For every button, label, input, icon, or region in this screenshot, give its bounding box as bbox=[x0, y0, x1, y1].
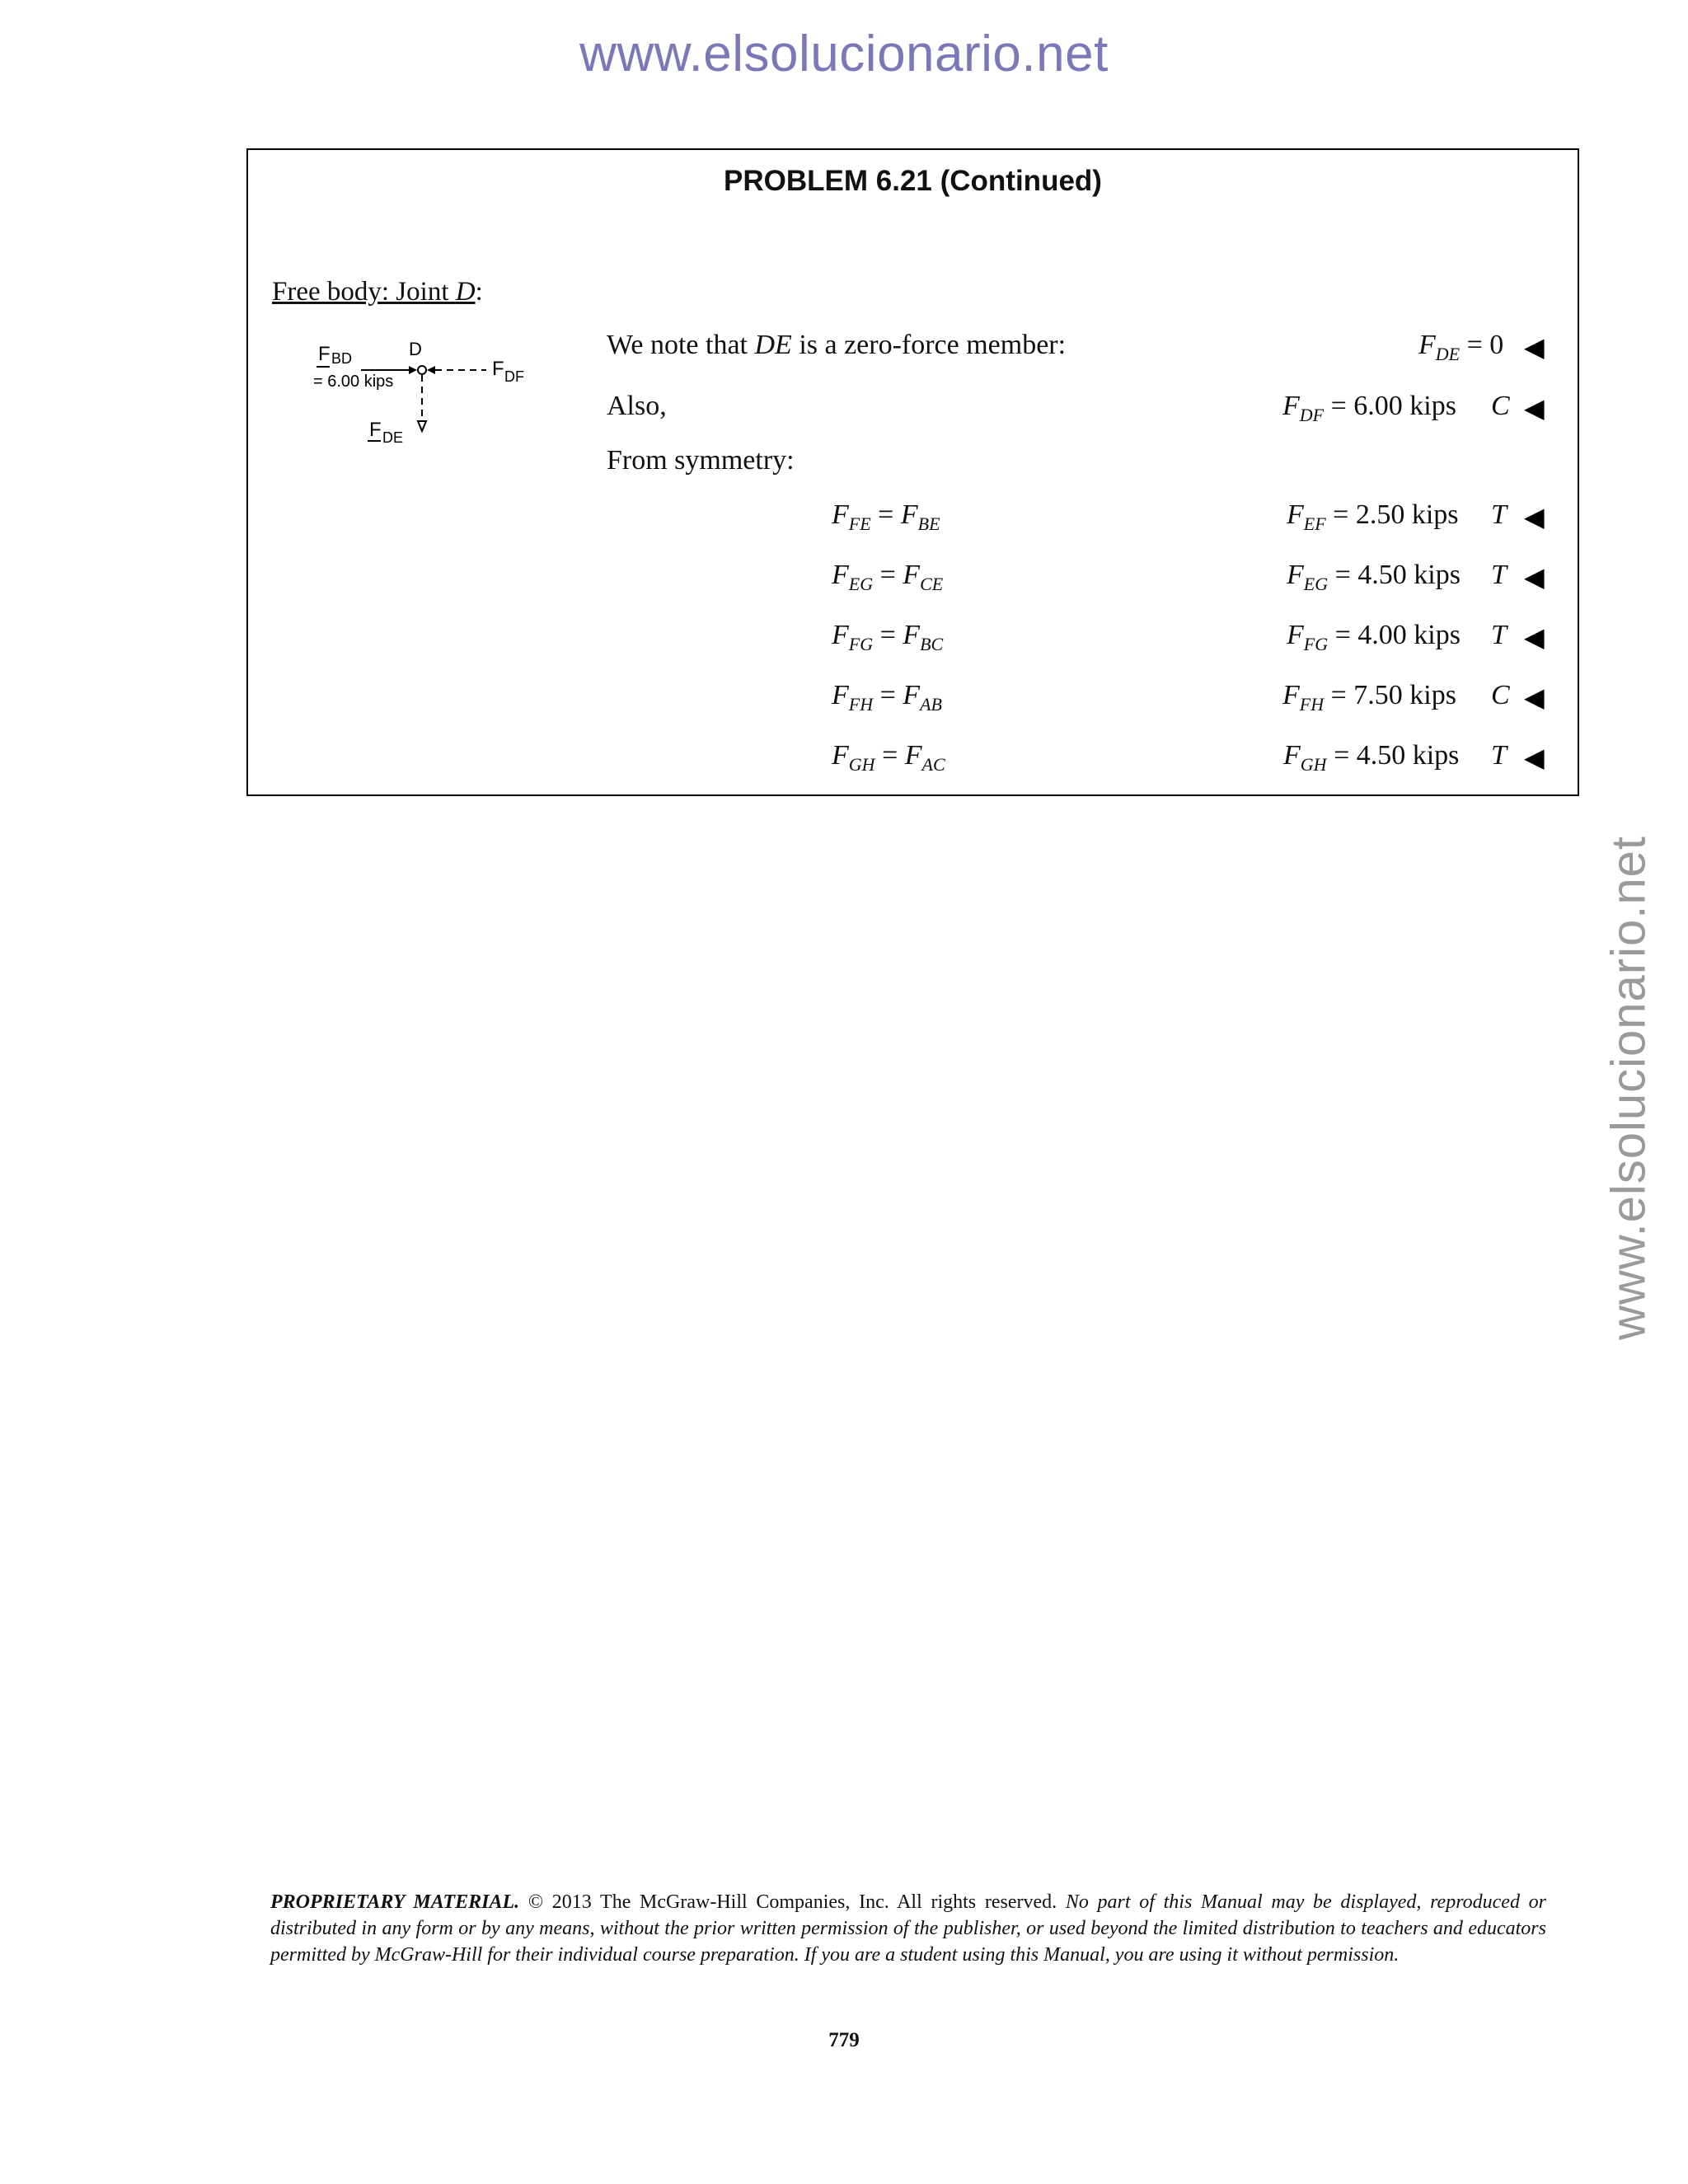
result-fgh-type: T bbox=[1491, 740, 1507, 771]
result-feg-type: T bbox=[1491, 560, 1507, 590]
result-fgh: $F_{GH} = 4.50$ kips bbox=[1283, 740, 1460, 775]
result-fdf: $F_{DF} = 6.00$ kips bbox=[1282, 391, 1456, 425]
free-body-label bbox=[272, 277, 483, 307]
symmetry-eq-fh: $F_{FH} = F_{AB}$ bbox=[832, 680, 942, 715]
joint-d-label: D bbox=[409, 339, 422, 359]
also-label: Also, bbox=[607, 391, 667, 421]
fbd-label-f: F bbox=[318, 343, 331, 365]
result-fef-type: T bbox=[1491, 499, 1507, 530]
symmetry-label: From symmetry: bbox=[607, 445, 795, 476]
footer-bold: PROPRIETARY MATERIAL. bbox=[270, 1891, 520, 1913]
result-fdf-type: C bbox=[1491, 391, 1510, 421]
result-fde: $F_{DE} = 0$ bbox=[1418, 330, 1504, 364]
zero-force-member: DE bbox=[754, 330, 792, 360]
fde-label-f: F bbox=[369, 419, 382, 441]
fdf-label-f: F bbox=[492, 358, 504, 380]
answer-marker-icon: ◀ bbox=[1524, 562, 1545, 592]
symmetry-eq-fg: $F_{FG} = F_{BC}$ bbox=[832, 620, 944, 654]
problem-title: PROBLEM 6.21 (Continued) bbox=[724, 165, 1102, 197]
result-fef: $F_{EF} = 2.50$ kips bbox=[1287, 499, 1459, 534]
free-body-joint: D bbox=[455, 277, 476, 307]
answer-marker-icon: ◀ bbox=[1524, 393, 1545, 423]
joint-d-circle bbox=[418, 366, 426, 374]
problem-box bbox=[246, 148, 1579, 796]
answer-marker-icon: ◀ bbox=[1524, 743, 1545, 772]
fdf-arrowhead bbox=[427, 366, 435, 374]
result-ffg: $F_{FG} = 4.00$ kips bbox=[1287, 620, 1461, 654]
symmetry-eq-eg: $F_{EG} = F_{CE}$ bbox=[832, 560, 944, 594]
watermark-top: www.elsolucionario.net bbox=[579, 26, 1109, 82]
result-ffg-type: T bbox=[1491, 620, 1507, 650]
fbd-label-sub: BD bbox=[331, 350, 353, 367]
answer-marker-icon: ◀ bbox=[1524, 622, 1545, 652]
free-body-diagram-joint-d bbox=[312, 335, 559, 459]
answer-marker-icon: ◀ bbox=[1524, 682, 1545, 712]
copyright-footer bbox=[270, 1889, 1546, 1968]
zero-force-pre: We note that bbox=[607, 330, 755, 360]
free-body-label-text: Free body: Joint bbox=[272, 277, 456, 307]
answer-marker-icon: ◀ bbox=[1524, 502, 1545, 532]
fbd-force-arrowhead bbox=[409, 366, 417, 374]
symmetry-eq-gh: $F_{GH} = F_{AC}$ bbox=[832, 740, 945, 775]
answer-marker-icon: ◀ bbox=[1524, 332, 1545, 362]
free-body-colon: : bbox=[475, 277, 483, 307]
fde-arrowhead bbox=[418, 421, 426, 431]
result-ffh: $F_{FH} = 7.50$ kips bbox=[1282, 680, 1456, 715]
symmetry-eq-fe: $F_{FE} = F_{BE}$ bbox=[832, 499, 940, 534]
zero-force-post: is a zero-force member: bbox=[791, 330, 1067, 360]
footer-italic: No part of this Manual may be displayed, reproduced or distributed in any form or by any means, without the prior written permission of the publisher, or used beyond the limited distribution to teachers and educators permitted by McGraw-Hill for their individual course preparation. If you are a student using this Manual, you are using it without permission. bbox=[270, 1891, 1546, 1966]
footer-normal: © 2013 The McGraw-Hill Companies, Inc. All rights reserved. bbox=[519, 1891, 1066, 1913]
result-ffh-type: C bbox=[1491, 680, 1510, 710]
fde-label-sub: DE bbox=[382, 429, 404, 446]
fbd-label-value: = 6.00 kips bbox=[313, 373, 394, 391]
result-feg: $F_{EG} = 4.50$ kips bbox=[1287, 560, 1461, 594]
zero-force-statement bbox=[607, 330, 1066, 361]
fdf-label-sub: DF bbox=[504, 368, 524, 385]
page-number: 779 bbox=[828, 2029, 860, 2051]
watermark-side: www.elsolucionario.net bbox=[1601, 836, 1656, 1340]
